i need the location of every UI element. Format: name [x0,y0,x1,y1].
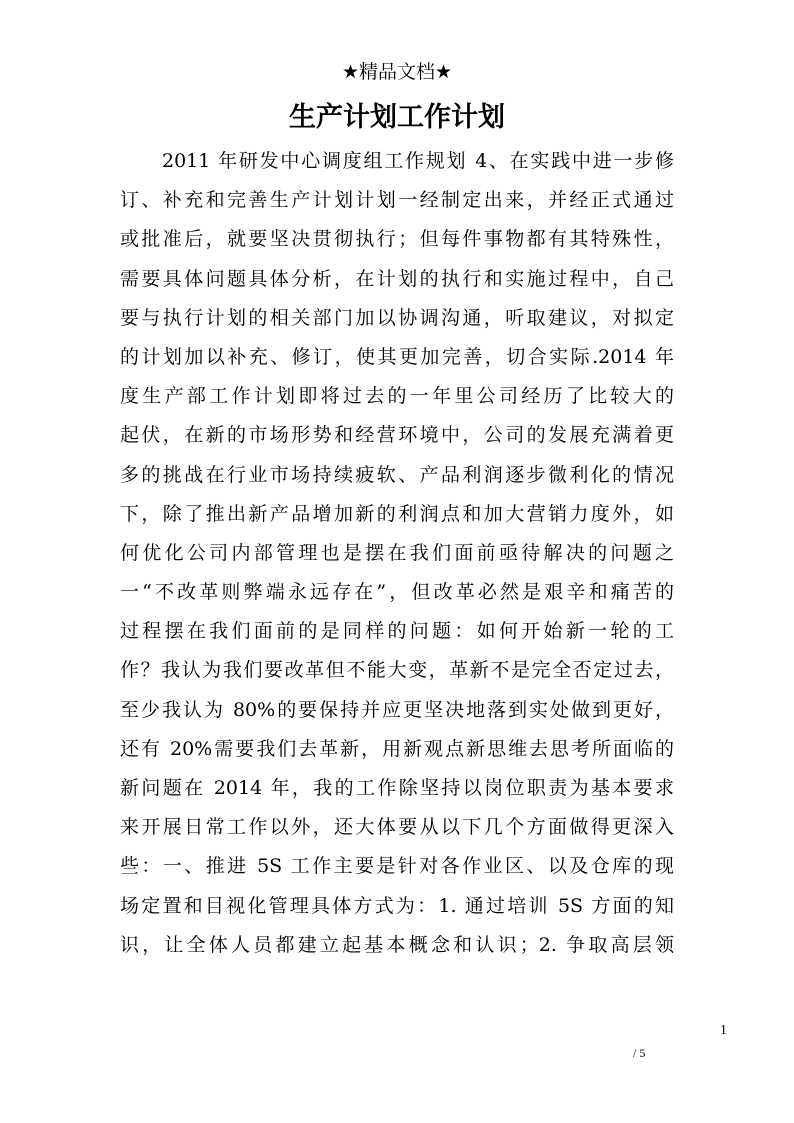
document-header: ★精品文档★ [341,61,453,83]
text-line: 作？我认为我们要改革但不能大变，革新不是完全否定过去， [120,659,674,682]
page-number: 1 [720,1023,727,1038]
page-total: / 5 [633,1046,646,1060]
text-line: 些：一、推进 5S 工作主要是针对各作业区、以及仓库的现 [120,855,674,878]
text-line: 要与执行计划的相关部门加以协调沟通，听取建议，对拟定 [120,306,674,329]
text-line: 需要具体问题具体分析，在计划的执行和实施过程中，自己 [120,267,674,290]
text-line: 2011 年研发中心调度组工作规划 4、在实践中进一步修 [162,150,674,172]
text-line: 起伏，在新的市场形势和经营环境中，公司的发展充满着更 [120,424,674,447]
text-line: 度生产部工作计划即将过去的一年里公司经历了比较大的 [120,385,674,408]
text-line: 或批准后，就要坚决贯彻执行；但每件事物都有其特殊性， [120,228,674,251]
text-line: 何优化公司内部管理也是摆在我们面前亟待解决的问题之 [120,541,674,564]
text-line: 还有 20%需要我们去革新，用新观点新思维去思考所面临的 [120,737,674,760]
text-line: 至少我认为 80%的要保持并应更坚决地落到实处做到更好， [120,698,674,721]
text-line: 的计划加以补充、修订，使其更加完善，切合实际.2014 年 [120,345,674,368]
text-line: 订、补充和完善生产计划计划一经制定出来，并经正式通过 [120,189,674,212]
text-line: 新问题在 2014 年，我的工作除坚持以岗位职责为基本要求 [120,777,674,799]
text-line: 来开展日常工作以外，还大体要从以下几个方面做得更深入 [120,816,674,839]
text-line: 多的挑战在行业市场持续疲软、产品利润逐步微利化的情况 [120,463,674,486]
text-line: 下，除了推出新产品增加新的利润点和加大营销力度外，如 [120,502,674,525]
text-line: 场定置和目视化管理具体方式为：1. 通过培训 5S 方面的知 [120,894,674,917]
document-title: 生产计划工作计划 [289,102,505,133]
text-line: 过程摆在我们面前的是同样的问题：如何开始新一轮的工 [120,620,674,643]
text-line: 一“不改革则弊端永远存在”，但改革必然是艰辛和痛苦的 [120,581,674,604]
document-body [120,142,674,965]
text-line: 识，让全体人员都建立起基本概念和认识；2. 争取高层领 [120,933,674,956]
